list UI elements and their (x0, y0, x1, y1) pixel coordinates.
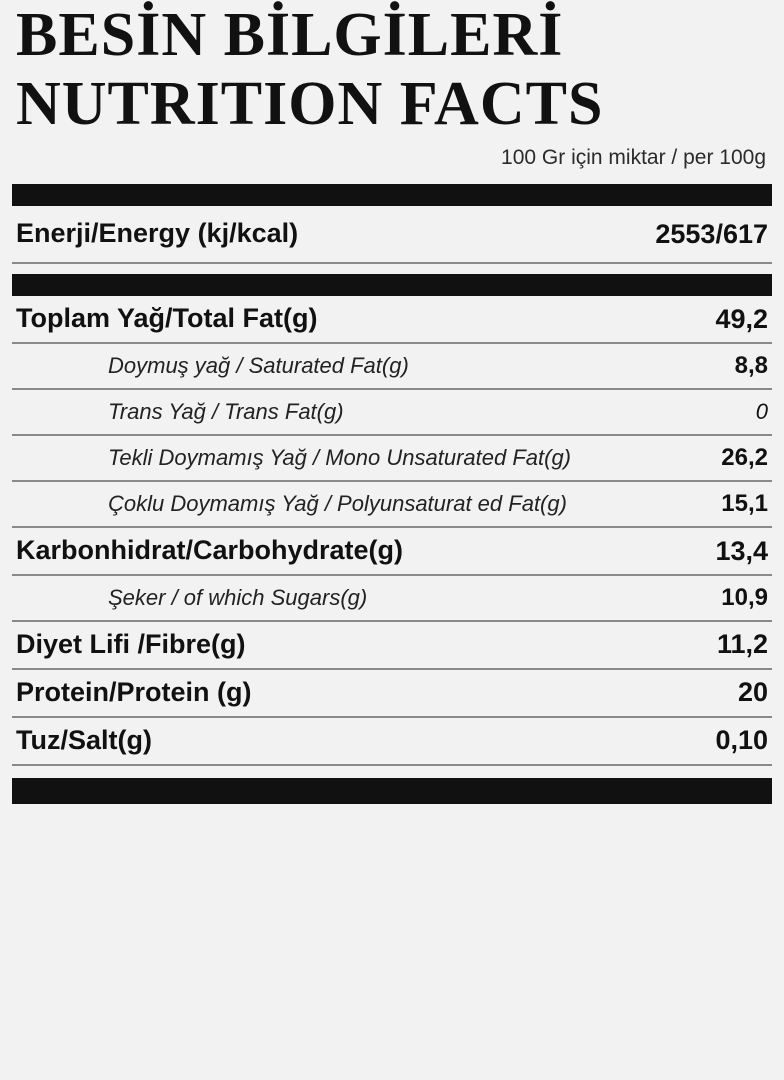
row-value: 11,2 (716, 629, 768, 660)
table-row-saturated-fat (12, 344, 772, 390)
table-row-salt (12, 718, 772, 766)
table-row-fibre (12, 622, 772, 670)
bottom-spacer (12, 804, 772, 1080)
row-value: 8,8 (734, 352, 768, 380)
row-value: 0 (755, 399, 768, 425)
row-label: Toplam Yağ/Total Fat(g) (16, 303, 318, 334)
row-value: 13,4 (715, 535, 768, 566)
row-value: 0,10 (715, 725, 768, 756)
table-row-trans-fat (12, 390, 772, 436)
row-label: Çoklu Doymamış Yağ / Polyunsaturat ed Fat(g) (108, 490, 567, 516)
table-row-carbohydrate (12, 528, 772, 576)
row-label: Karbonhidrat/Carbohydrate(g) (16, 535, 404, 566)
row-value: 2553/617 (655, 218, 768, 249)
row-value: 15,1 (721, 490, 768, 518)
row-value: 26,2 (721, 444, 768, 472)
row-label: Protein/Protein (g) (16, 676, 252, 707)
title-turkish: BESİN BİLGİLERİ (16, 1, 564, 69)
table-row-total-fat (12, 296, 772, 344)
row-value: 10,9 (721, 584, 768, 612)
row-label: Tekli Doymamış Yağ / Mono Unsaturated Fat(g) (108, 444, 572, 470)
title-english: NUTRITION FACTS (16, 70, 604, 139)
row-value: 49,2 (715, 303, 768, 334)
row-value: 20 (737, 677, 768, 708)
divider-bar-top (12, 184, 772, 206)
row-label: Şeker / of which Sugars(g) (108, 584, 368, 610)
row-label: Diyet Lifi /Fibre(g) (16, 629, 246, 660)
table-row-sugars (12, 576, 772, 622)
table-row-protein (12, 670, 772, 718)
table-row-energy (12, 206, 772, 264)
row-label: Tuz/Salt(g) (16, 724, 152, 755)
table-row-polyunsaturated-fat (12, 482, 772, 528)
row-label: Doymuş yağ / Saturated Fat(g) (108, 352, 409, 378)
serving-size-text: 100 Gr için miktar / per 100g (501, 146, 766, 170)
row-label: Enerji/Energy (kj/kcal) (16, 218, 299, 249)
label-header (12, 0, 772, 170)
table-row-mono-unsaturated-fat (12, 436, 772, 482)
row-label: Trans Yağ / Trans Fat(g) (108, 398, 344, 424)
divider-bar-bottom (12, 778, 772, 804)
divider-bar-middle (12, 274, 772, 296)
